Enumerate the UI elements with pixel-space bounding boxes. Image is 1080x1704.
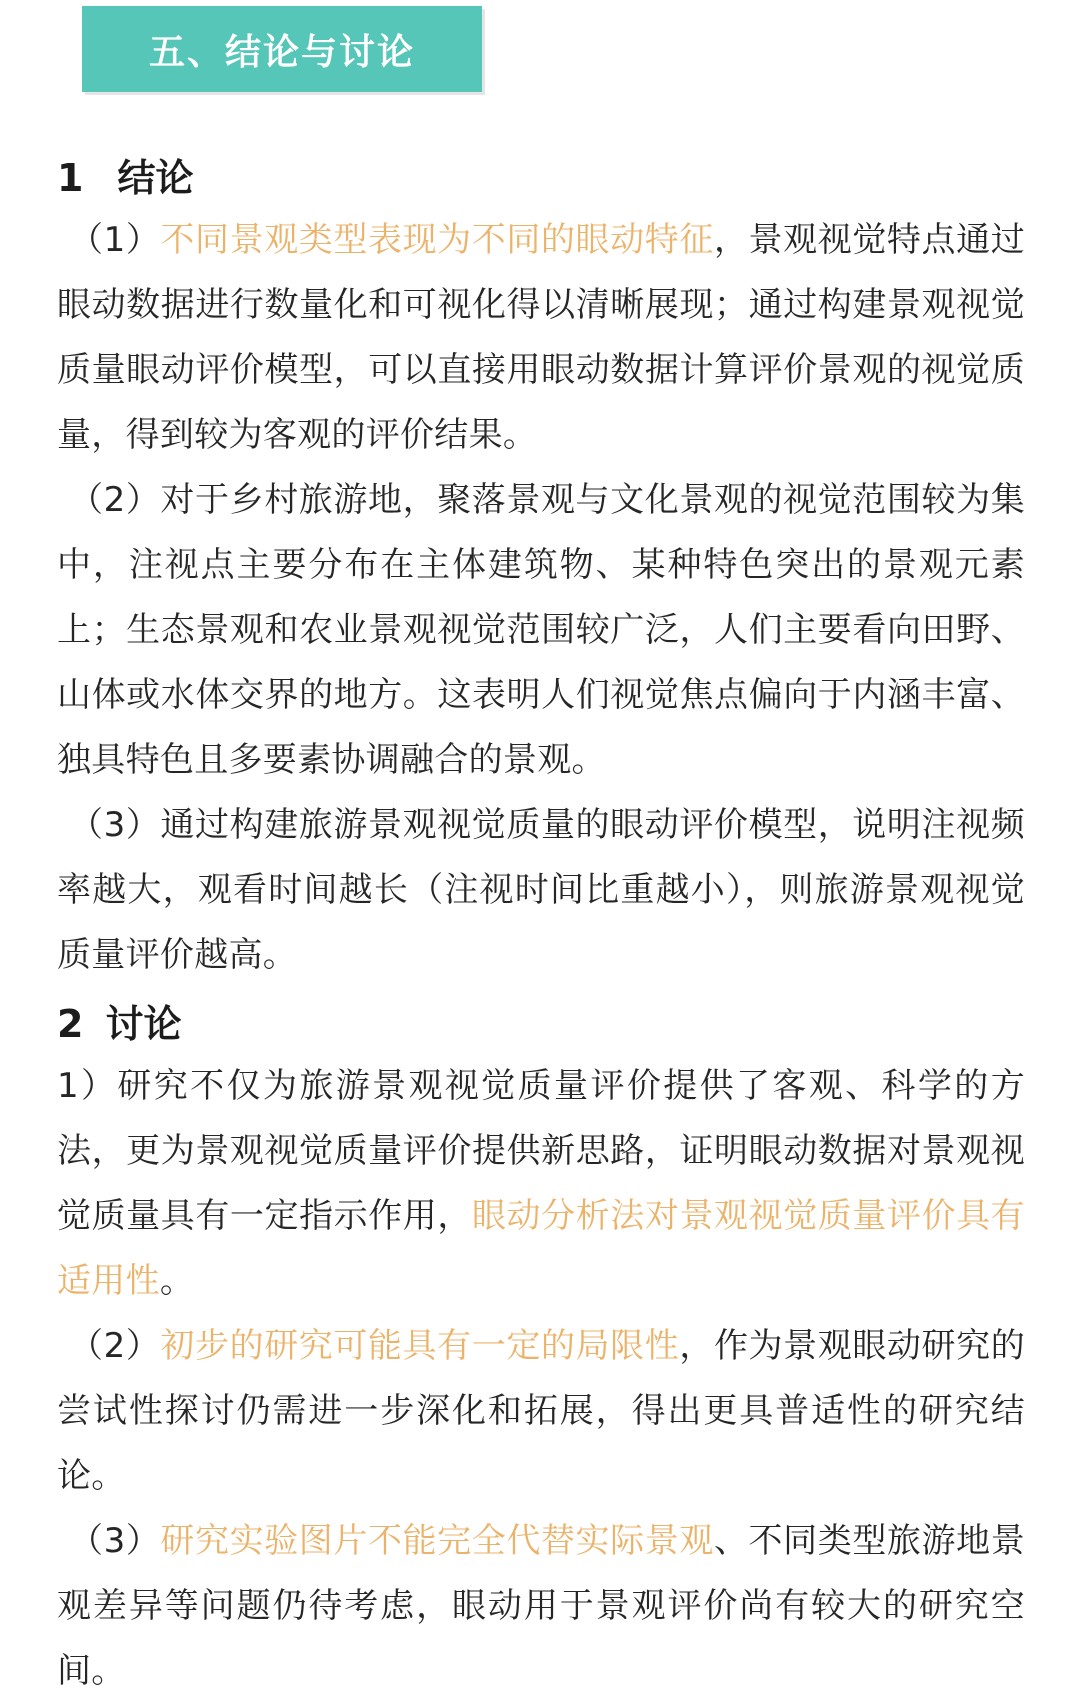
conclusion-heading-number: 1 — [57, 156, 84, 200]
item-prefix: （2） — [69, 480, 161, 520]
article-body — [57, 148, 1025, 1704]
highlight-text: 不同景观类型表现为不同的眼动特征 — [160, 220, 714, 260]
discussion-item-3 — [57, 1509, 1025, 1704]
section-title: 五、结论与讨论 — [148, 31, 415, 73]
discussion-heading-text: 讨论 — [105, 1002, 182, 1046]
item-text: ，作为景观眼动研究的尝试性探讨仍需进一步深化和拓展，得出更具普适性的研究结论。 — [57, 1326, 1025, 1496]
conclusion-item-2 — [57, 468, 1025, 793]
item-text: 研究不仅为旅游景观视觉质量评价提供了客观、科学的方法，更为景观视觉质量评价提供新思路，证明眼动数据对景观视觉质量具有一定指示作用， — [57, 1066, 1025, 1236]
discussion-item-1 — [57, 1054, 1025, 1314]
discussion-item-2 — [57, 1314, 1025, 1509]
highlight-text: 研究实验图片不能完全代替实际景观 — [160, 1521, 714, 1561]
item-tail: 。 — [159, 1261, 195, 1301]
section-banner — [82, 6, 482, 92]
item-text: 对于乡村旅游地，聚落景观与文化景观的视觉范围较为集中，注视点主要分布在主体建筑物、某种特色突出的景观元素上；生态景观和农业景观视觉范围较广泛，人们主要看向田野、山体或水体交界的地方。这表明人们视觉焦点偏向于内涵丰富、独具特色且多要素协调融合的景观。 — [57, 480, 1025, 780]
highlight-text: 眼动分析法对景观视觉质量评价具有适用性 — [57, 1196, 1025, 1301]
item-prefix: （2） — [69, 1326, 161, 1366]
item-prefix: （3） — [69, 1521, 161, 1561]
conclusion-item-3 — [57, 793, 1025, 988]
item-prefix: 1） — [57, 1066, 118, 1106]
item-prefix: （1） — [69, 220, 161, 260]
discussion-heading-number: 2 — [57, 1002, 84, 1046]
discussion-heading — [57, 994, 1025, 1054]
item-text: 通过构建旅游景观视觉质量的眼动评价模型，说明注视频率越大，观看时间越长（注视时间比重越小），则旅游景观视觉质量评价越高。 — [57, 805, 1025, 975]
conclusion-heading-text: 结论 — [117, 156, 194, 200]
item-text: 、不同类型旅游地景观差异等问题仍待考虑，眼动用于景观评价尚有较大的研究空间。 — [57, 1521, 1025, 1691]
item-text: ，景观视觉特点通过眼动数据进行数量化和可视化得以清晰展现；通过构建景观视觉质量眼动评价模型，可以直接用眼动数据计算评价景观的视觉质量，得到较为客观的评价结果。 — [57, 220, 1025, 455]
conclusion-heading — [57, 148, 1025, 208]
highlight-text: 初步的研究可能具有一定的局限性 — [160, 1326, 680, 1366]
conclusion-item-1 — [57, 208, 1025, 468]
item-prefix: （3） — [69, 805, 161, 845]
